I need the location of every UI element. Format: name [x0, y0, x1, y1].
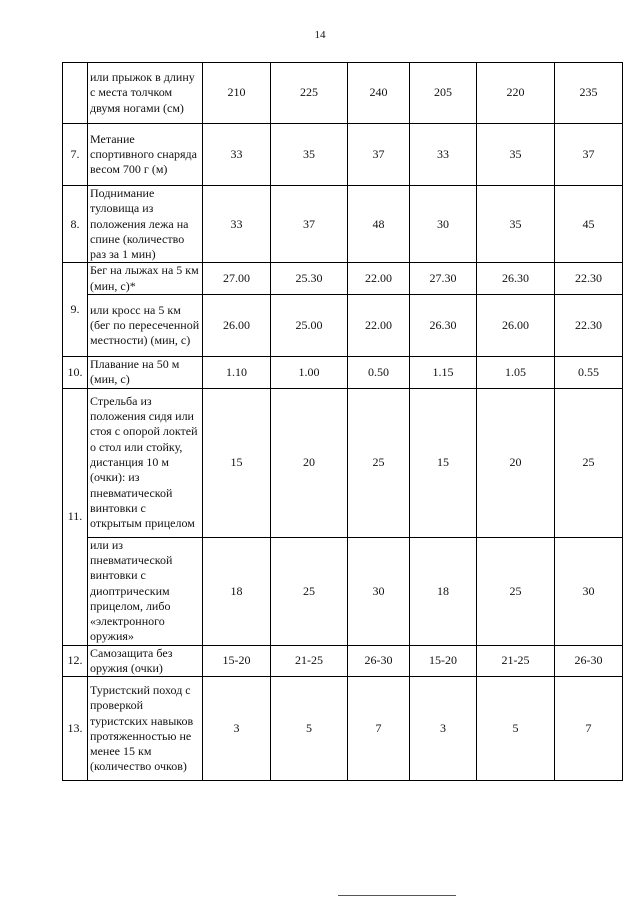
exercise-name: Поднимание туловища из положения лежа на спине (количество раз за 1 мин) — [88, 186, 203, 263]
value-cell: 33 — [410, 124, 477, 186]
value-cell: 5 — [477, 677, 555, 781]
exercise-name: Бег на лыжах на 5 км (мин, с)* — [88, 263, 203, 295]
value-cell: 22.30 — [555, 295, 623, 357]
value-cell: 7 — [555, 677, 623, 781]
value-cell: 18 — [410, 537, 477, 645]
value-cell: 27.30 — [410, 263, 477, 295]
value-cell: 26.30 — [410, 295, 477, 357]
value-cell: 30 — [348, 537, 410, 645]
exercise-name: Туристский поход с проверкой туристских навыков протяженностью не менее 15 км (количество очков) — [88, 677, 203, 781]
table-row — [63, 677, 623, 781]
value-cell: 235 — [555, 63, 623, 124]
value-cell: 25 — [477, 537, 555, 645]
value-cell: 25.30 — [271, 263, 348, 295]
exercise-name: или прыжок в длину с места толчком двумя ногами (см) — [88, 63, 203, 124]
value-cell: 3 — [203, 677, 271, 781]
table-row — [63, 537, 623, 645]
exercise-name: Самозащита без оружия (очки) — [88, 645, 203, 677]
value-cell: 35 — [271, 124, 348, 186]
value-cell: 15 — [203, 388, 271, 537]
value-cell: 30 — [555, 537, 623, 645]
value-cell: 18 — [203, 537, 271, 645]
value-cell: 15 — [410, 388, 477, 537]
value-cell: 25.00 — [271, 295, 348, 357]
value-cell: 3 — [410, 677, 477, 781]
value-cell: 30 — [410, 186, 477, 263]
value-cell: 5 — [271, 677, 348, 781]
value-cell: 21-25 — [477, 645, 555, 677]
value-cell: 26.30 — [477, 263, 555, 295]
exercise-name: Метание спортивного снаряда весом 700 г (м) — [88, 124, 203, 186]
value-cell: 1.00 — [271, 357, 348, 389]
exercise-name: Плавание на 50 м (мин, с) — [88, 357, 203, 389]
value-cell: 0.50 — [348, 357, 410, 389]
value-cell: 7 — [348, 677, 410, 781]
value-cell: 20 — [477, 388, 555, 537]
row-number: 9. — [63, 263, 88, 357]
value-cell: 15-20 — [410, 645, 477, 677]
norms-table — [62, 62, 623, 781]
row-number: 12. — [63, 645, 88, 677]
value-cell: 240 — [348, 63, 410, 124]
table-row — [63, 263, 623, 295]
value-cell: 33 — [203, 124, 271, 186]
value-cell: 48 — [348, 186, 410, 263]
row-number: 10. — [63, 357, 88, 389]
value-cell: 21-25 — [271, 645, 348, 677]
table-row — [63, 357, 623, 389]
page-number: 14 — [314, 29, 326, 41]
value-cell: 26-30 — [348, 645, 410, 677]
value-cell: 225 — [271, 63, 348, 124]
value-cell: 25 — [271, 537, 348, 645]
value-cell: 26.00 — [203, 295, 271, 357]
value-cell: 33 — [203, 186, 271, 263]
value-cell: 22.30 — [555, 263, 623, 295]
value-cell: 27.00 — [203, 263, 271, 295]
row-number: 13. — [63, 677, 88, 781]
value-cell: 22.00 — [348, 263, 410, 295]
value-cell: 0.55 — [555, 357, 623, 389]
value-cell: 210 — [203, 63, 271, 124]
table-row — [63, 645, 623, 677]
value-cell: 26-30 — [555, 645, 623, 677]
table-row — [63, 63, 623, 124]
exercise-name: Стрельба из положения сидя или стоя с опорой локтей о стол или стойку, дистанция 10 м (очки): из пневматической винтовки с открытым прицелом — [88, 388, 203, 537]
value-cell: 1.05 — [477, 357, 555, 389]
value-cell: 20 — [271, 388, 348, 537]
value-cell: 37 — [555, 124, 623, 186]
value-cell: 35 — [477, 186, 555, 263]
value-cell: 25 — [348, 388, 410, 537]
value-cell: 205 — [410, 63, 477, 124]
table-row — [63, 124, 623, 186]
row-number: 7. — [63, 124, 88, 186]
value-cell: 45 — [555, 186, 623, 263]
value-cell: 25 — [555, 388, 623, 537]
value-cell: 220 — [477, 63, 555, 124]
row-number — [63, 63, 88, 124]
row-number: 11. — [63, 388, 88, 645]
value-cell: 35 — [477, 124, 555, 186]
row-number: 8. — [63, 186, 88, 263]
value-cell: 26.00 — [477, 295, 555, 357]
exercise-name: или из пневматической винтовки с диоптрическим прицелом, либо «электронного оружия» — [88, 537, 203, 645]
value-cell: 1.10 — [203, 357, 271, 389]
value-cell: 37 — [271, 186, 348, 263]
exercise-name: или кросс на 5 км (бег по пересеченной местности) (мин, с) — [88, 295, 203, 357]
value-cell: 37 — [348, 124, 410, 186]
footer-divider — [338, 895, 456, 896]
table-row — [63, 388, 623, 537]
table-row — [63, 186, 623, 263]
value-cell: 1.15 — [410, 357, 477, 389]
value-cell: 22.00 — [348, 295, 410, 357]
table-row — [63, 295, 623, 357]
value-cell: 15-20 — [203, 645, 271, 677]
